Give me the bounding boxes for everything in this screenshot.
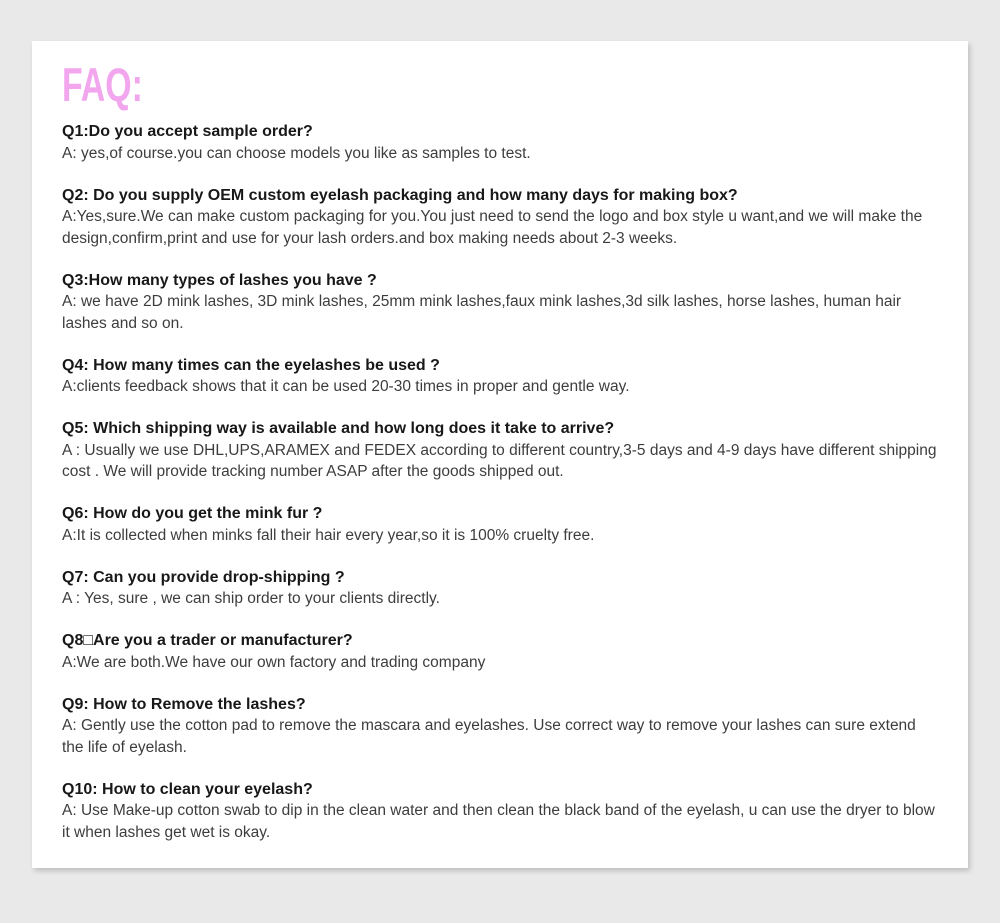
faq-question: Q7: Can you provide drop-shipping ? bbox=[62, 568, 345, 586]
faq-page-card bbox=[32, 41, 968, 868]
faq-answer: A:Yes,sure.We can make custom packaging for you.You just need to send the logo and box style u want,and we will make the design,confirm,print and use for your lash orders.and box making needs about 2-3 weeks. bbox=[62, 208, 923, 247]
faq-answer: A: Gently use the cotton pad to remove the mascara and eyelashes. Use correct way to remove your lashes can sure extend the life of eyelash. bbox=[62, 717, 916, 756]
faq-answer: A: Use Make-up cotton swab to dip in the clean water and then clean the black band of the eyelash, u can use the dryer to blow it when lashes get wet is okay. bbox=[62, 802, 935, 841]
faq-question: Q4: How many times can the eyelashes be used ? bbox=[62, 356, 440, 374]
faq-question: Q10: How to clean your eyelash? bbox=[62, 780, 313, 798]
faq-question: Q1:Do you accept sample order? bbox=[62, 123, 313, 140]
faq-item bbox=[62, 630, 938, 673]
faq-item bbox=[62, 355, 938, 398]
faq-question: Q2: Do you supply OEM custom eyelash packaging and how many days for making box? bbox=[62, 186, 738, 204]
faq-answer: A: we have 2D mink lashes, 3D mink lashes, 25mm mink lashes,faux mink lashes,3d silk lashes, horse lashes, human hair lashes and so on. bbox=[62, 293, 902, 332]
faq-question: Q8□Are you a trader or manufacturer? bbox=[62, 632, 353, 649]
faq-item bbox=[62, 270, 938, 335]
faq-item bbox=[62, 503, 938, 546]
page-title: FAQ: bbox=[62, 58, 143, 111]
faq-item bbox=[62, 779, 938, 844]
faq-answer: A:We are both.We have our own factory and trading company bbox=[62, 653, 486, 671]
faq-item bbox=[62, 185, 938, 250]
faq-question: Q3:How many types of lashes you have ? bbox=[62, 271, 377, 289]
faq-question: Q5: Which shipping way is available and how long does it take to arrive? bbox=[62, 420, 615, 437]
faq-item bbox=[62, 121, 938, 164]
faq-answer: A:It is collected when minks fall their hair every year,so it is 100% cruelty free. bbox=[62, 526, 595, 544]
faq-answer: A : Yes, sure , we can ship order to your clients directly. bbox=[62, 590, 440, 607]
faq-list bbox=[62, 121, 938, 843]
faq-answer: A: yes,of course.you can choose models you like as samples to test. bbox=[62, 144, 531, 162]
faq-item bbox=[62, 418, 938, 483]
faq-item bbox=[62, 694, 938, 759]
faq-answer: A:clients feedback shows that it can be used 20-30 times in proper and gentle way. bbox=[62, 378, 630, 395]
faq-question: Q6: How do you get the mink fur ? bbox=[62, 505, 323, 522]
faq-item bbox=[62, 567, 938, 610]
faq-question: Q9: How to Remove the lashes? bbox=[62, 695, 306, 713]
faq-answer: A : Usually we use DHL,UPS,ARAMEX and FEDEX according to different country,3-5 days and 4-9 days have different shipping cost . We will provide tracking number ASAP after the goods shipped out. bbox=[62, 441, 937, 480]
